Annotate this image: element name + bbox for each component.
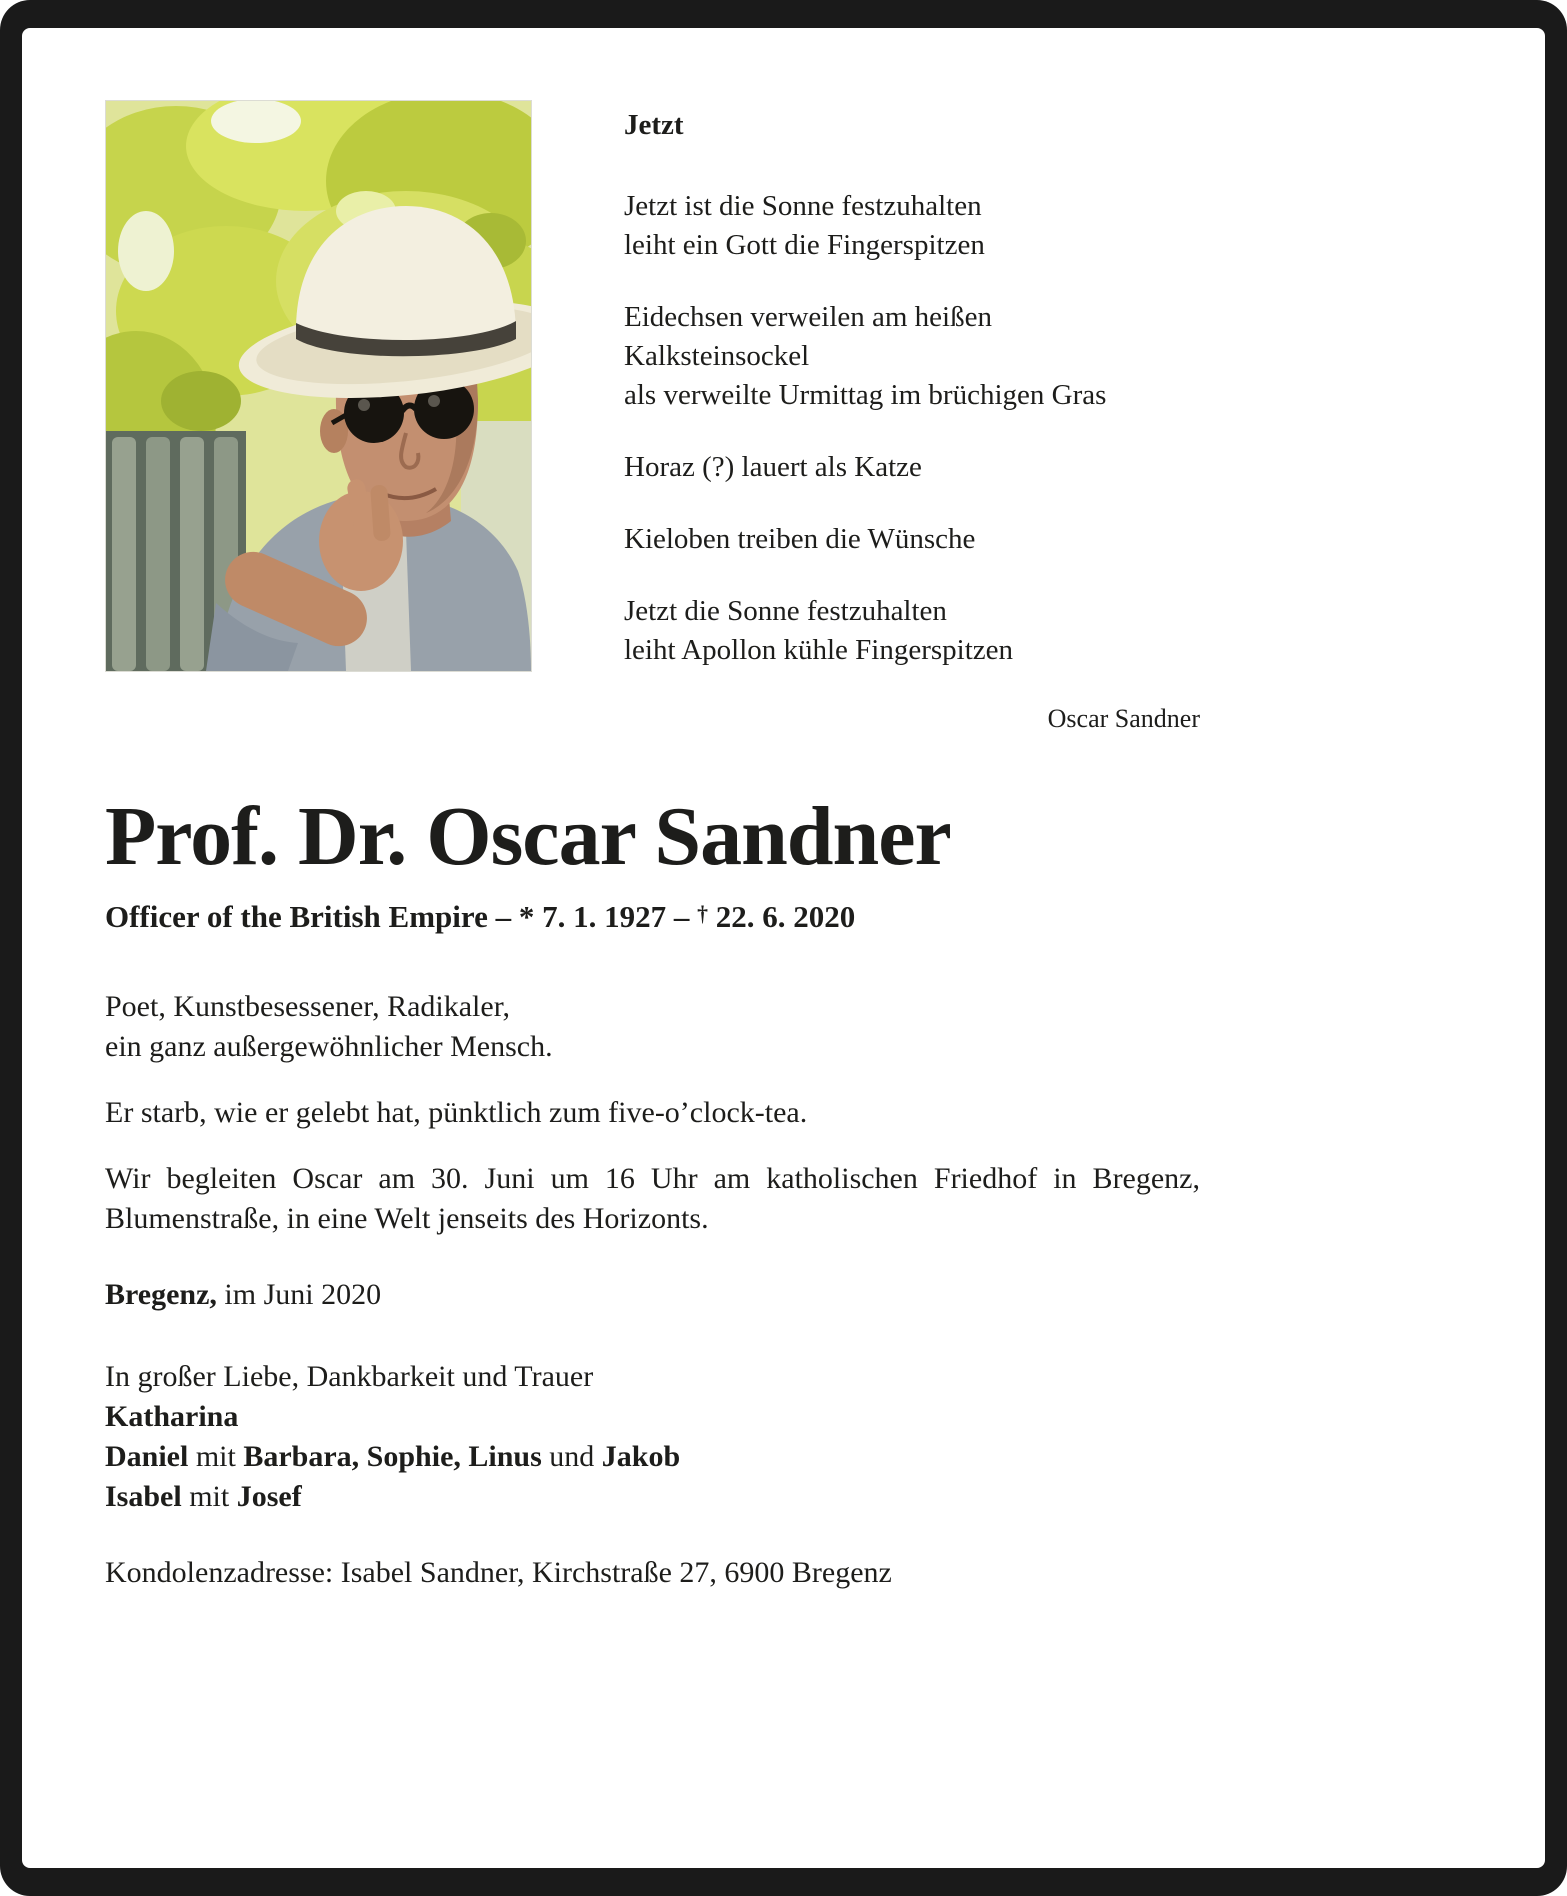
portrait-photo (105, 100, 532, 672)
top-section (105, 100, 1200, 735)
deceased-name: Prof. Dr. Oscar Sandner (105, 790, 951, 883)
death-circumstance: Er starb, wie er gelebt hat, pünktlich zum five-o’clock-tea. (105, 1096, 808, 1129)
family-line (105, 1437, 1200, 1477)
family-line (105, 1397, 1200, 1437)
family-name: Jakob (601, 1440, 681, 1473)
subtitle-text: Officer of the British Empire – * 7. 1. 1927 – (105, 899, 698, 934)
family-line (105, 1477, 1200, 1517)
family-connector: mit (188, 1440, 244, 1473)
poem-line: leiht ein Gott die Fingerspitzen (624, 229, 985, 261)
obituary-sheet (22, 28, 1545, 1868)
poem-line: als verweilte Urmittag im brüchigen Gras (624, 379, 1107, 411)
family-name: Josef (236, 1480, 302, 1513)
poem-line: Eidechsen verweilen am heißen (624, 301, 992, 333)
tribute-line: Poet, Kunstbesessener, Radikaler, (105, 990, 510, 1023)
family-connector: und (541, 1440, 602, 1473)
title-and-dates (105, 899, 1200, 935)
tribute-line: ein ganz außergewöhnlicher Mensch. (105, 1030, 553, 1063)
family-name: Barbara, Sophie, Linus (243, 1440, 542, 1473)
poem-line: Kalksteinsockel (624, 340, 810, 372)
poem-line: Horaz (?) lauert als Katze (624, 451, 922, 483)
poem-stanza (624, 592, 1200, 670)
obituary-content (105, 28, 1200, 1593)
funeral-info: Wir begleiten Oscar am 30. Juni um 16 Uhr am katholischen Friedhof in Bregenz, Blumenstraße, in eine Welt jenseits des Horizonts. (105, 1162, 1200, 1235)
poem-line: Kieloben treiben die Wünsche (624, 523, 976, 555)
closing-line: In großer Liebe, Dankbarkeit und Trauer (105, 1360, 594, 1393)
family-name: Katharina (105, 1400, 239, 1433)
poem-stanza (624, 448, 1200, 487)
portrait-illustration (106, 101, 531, 671)
poem-stanza (624, 298, 1200, 415)
poem-line: Jetzt ist die Sonne festzuhalten (624, 190, 982, 222)
poem-title: Jetzt (624, 109, 684, 141)
death-date: 22. 6. 2020 (707, 899, 856, 934)
condolence-address: Kondolenzadresse: Isabel Sandner, Kirchstraße 27, 6900 Bregenz (105, 1556, 892, 1589)
family-name: Daniel (105, 1440, 189, 1473)
tribute-paragraph (105, 987, 1200, 1067)
poem-stanza (624, 187, 1200, 265)
dateline (105, 1275, 1200, 1315)
dateline-place: Bregenz, (105, 1278, 217, 1311)
poem (624, 100, 1200, 735)
poem-line: Jetzt die Sonne festzuhalten (624, 595, 947, 627)
poem-stanza (624, 520, 1200, 559)
family-connector: mit (181, 1480, 237, 1513)
dagger-symbol: † (697, 902, 708, 926)
poem-attribution: Oscar Sandner (1047, 704, 1200, 733)
dateline-date: im Juni 2020 (216, 1278, 382, 1311)
poem-line: leiht Apollon kühle Fingerspitzen (624, 634, 1014, 666)
family-name: Isabel (105, 1480, 182, 1513)
obituary-body (105, 987, 1200, 1593)
